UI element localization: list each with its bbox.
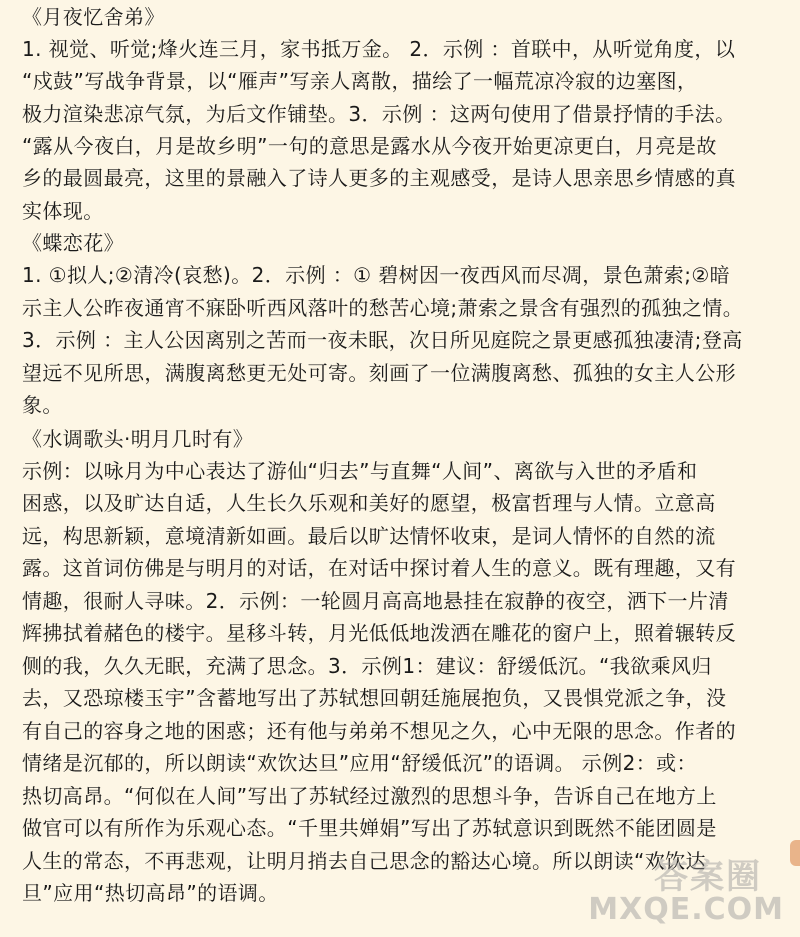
text-line: 示主人公昨夜通宵不寐卧听西风落叶的愁苦心境;萧索之景含有强烈的孤独之情。 [22, 296, 744, 320]
text-line: 侧的我，久久无眠，充满了思念。3．示例1：建议：舒缓低沉。“我欲乘风归 [22, 654, 712, 678]
text-line: 实体现。 [22, 199, 104, 223]
text-line: 象。 [22, 393, 63, 417]
text-line: 去，又恐琼楼玉宇”含蓄地写出了苏轼想回朝廷施展抱负，又畏惧党派之争，没 [22, 686, 727, 710]
title-yueye: 《月夜忆舍弟》 [22, 5, 165, 29]
text-line: 望远不见所思，满腹离愁更无处可寄。刻画了一位满腹离愁、孤独的女主人公形 [22, 361, 736, 385]
text-line: 远，构思新颖，意境清新如画。最后以旷达情怀收束，是词人情怀的自然的流 [22, 524, 716, 548]
watermark-cn-text: 答案圈 [654, 857, 762, 897]
text-line: 旦”应用“热切高昂”的语调。 [22, 881, 279, 905]
text-line: 乡的最圆最亮，这里的景融入了诗人更多的主观感受，是诗人思亲思乡情感的真 [22, 166, 736, 190]
text-line: 人生的常态，不再悲观，让明月捎去自己思念的豁达心境。所以朗读“欢饮达 [22, 849, 706, 873]
text-line: 示例：以咏月为中心表达了游仙“归去”与直舞“人间”、离欲与入世的矛盾和 [22, 459, 698, 483]
text-line: “戍鼓”写战争背景，以“雁声”写亲人离散，描绘了一幅荒凉冷寂的边塞图， [22, 69, 698, 93]
title-shuidiaogetou: 《水调歌头·明月几时有》 [22, 427, 254, 451]
text-line: 困惑，以及旷达自适，人生长久乐观和美好的愿望，极富哲理与人情。立意高 [22, 491, 716, 515]
text-line: 1. ①拟人;②清冷(哀愁)。2．示例 ：① 碧树因一夜西风而尽凋，景色萧索;②暗 [22, 263, 731, 287]
text-line: “露从今夜白，月是故乡明”一句的意思是露水从今夜开始更凉更白，月亮是故 [22, 134, 717, 158]
text-line: 极力渲染悲凉气氛，为后文作铺垫。3．示例 ：这两句使用了借景抒情的手法。 [22, 102, 736, 126]
text-line: 1. 视觉、听觉;烽火连三月，家书抵万金。 2．示例 ：首联中，从听觉角度，以 [22, 37, 736, 61]
watermark-domain-text: MXQE.COM [588, 892, 784, 927]
text-line: 辉拂拭着赭色的楼宇。星移斗转，月光低低地泼洒在雕花的窗户上，照着辗转反 [22, 621, 736, 645]
text-line: 有自己的容身之地的困惑；还有他与弟弟不想见之久，心中无限的思念。作者的 [22, 719, 736, 743]
title-dielianhua: 《蝶恋花》 [22, 231, 124, 255]
page-edge-marker [790, 840, 800, 866]
text-line: 情绪是沉郁的，所以朗读“欢饮达旦”应用“舒缓低沉”的语调。 示例2：或： [22, 751, 697, 775]
text-line: 3．示例 ：主人公因离别之苦而一夜未眠，次日所见庭院之景更感孤独凄清;登高 [22, 328, 743, 352]
text-line: 做官可以有所作为乐观心态。“千里共婵娟”写出了苏轼意识到既然不能团圆是 [22, 816, 717, 840]
text-line: 情趣，很耐人寻味。2．示例：一轮圆月高高地悬挂在寂静的夜空，洒下一片清 [22, 589, 729, 613]
text-line: 露。这首词仿佛是与明月的对话，在对话中探讨着人生的意义。既有理趣，又有 [22, 556, 736, 580]
text-line: 热切高昂。“何似在人间”写出了苏轼经过激烈的思想斗争，告诉自己在地方上 [22, 784, 717, 808]
